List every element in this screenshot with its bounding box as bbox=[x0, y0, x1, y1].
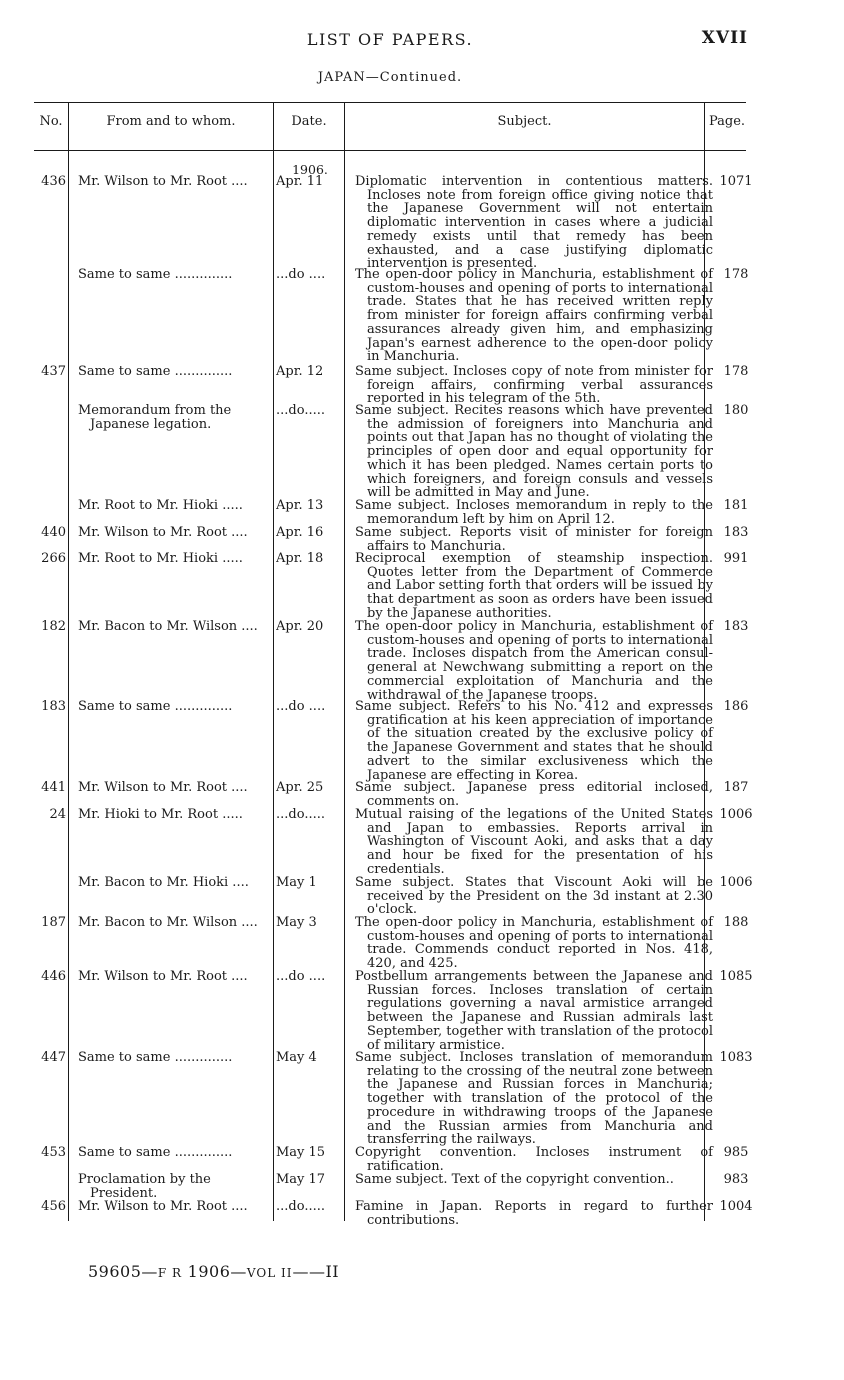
row-subject: Reciprocal exemption of steamship inspection. Quotes letter from the Department of Commerce and Labor setting forth that orders will be issued by that department as soon as orders have been issued by the Japanese authorities. bbox=[355, 551, 713, 621]
row-page: 188 bbox=[723, 915, 749, 930]
row-date: Apr. 20 bbox=[276, 620, 324, 634]
correspondent-text: Proclamation by the President. bbox=[78, 1173, 211, 1201]
correspondent-text: Mr. Wilson to Mr. Root .... bbox=[78, 781, 248, 795]
row-date: May 4 bbox=[276, 1051, 317, 1065]
correspondent-text: Mr. Bacon to Mr. Hioki .... bbox=[78, 876, 249, 890]
row-date: May 15 bbox=[276, 1146, 326, 1160]
row-subject: Diplomatic intervention in contentious matters. Incloses note from foreign office giving notice that the Japanese Government will not entertain diplomatic intervention in cases where a judicial remedy exists until that remedy has been exhausted, and a case justifying diplomatic intervention is presented. bbox=[355, 174, 713, 272]
row-correspondent bbox=[78, 526, 272, 540]
row-date: Apr. 13 bbox=[276, 499, 324, 513]
row-correspondent bbox=[78, 365, 272, 379]
row-page: 991 bbox=[723, 551, 749, 566]
row-subject: Copyright convention. Incloses instrument of ratification. bbox=[355, 1145, 713, 1174]
row-correspondent bbox=[78, 1051, 272, 1065]
correspondent-text: Mr. Bacon to Mr. Wilson .... bbox=[78, 620, 258, 634]
correspondent-text: Same to same .............. bbox=[78, 268, 233, 282]
row-page: 181 bbox=[723, 498, 749, 513]
column-header-page: Page. bbox=[708, 114, 746, 129]
row-page: 1006 bbox=[719, 807, 753, 822]
row-subject: Same subject. Reports visit of minister for foreign affairs to Manchuria. bbox=[355, 525, 713, 554]
correspondent-text: Same to same .............. bbox=[78, 365, 233, 379]
row-number: 453 bbox=[41, 1145, 66, 1160]
row-correspondent bbox=[78, 404, 272, 431]
row-page: 180 bbox=[723, 403, 749, 418]
row-page: 1004 bbox=[719, 1199, 753, 1214]
row-subject: Postbellum arrangements between the Japanese and Russian forces. Incloses translation of certain regulations governing a naval armistice arranged between the Japanese and Russian admirals last September, together with translation of the protocol of military armistice. bbox=[355, 969, 713, 1053]
column-header-date: Date. bbox=[291, 114, 327, 129]
row-date: Apr. 12 bbox=[276, 365, 324, 379]
row-number: 183 bbox=[41, 699, 66, 714]
correspondent-text: Mr. Wilson to Mr. Root .... bbox=[78, 1200, 248, 1214]
row-page: 1085 bbox=[719, 969, 753, 984]
row-date: Apr. 18 bbox=[276, 552, 324, 566]
row-page: 178 bbox=[723, 267, 749, 282]
row-date: Apr. 11 bbox=[276, 175, 324, 189]
row-number: 182 bbox=[41, 619, 66, 634]
page-title: LIST OF PAPERS. bbox=[306, 30, 474, 49]
row-date: Apr. 25 bbox=[276, 781, 324, 795]
row-correspondent bbox=[78, 1146, 272, 1160]
row-number: 24 bbox=[49, 807, 66, 822]
row-correspondent bbox=[78, 700, 272, 714]
row-page: 187 bbox=[723, 780, 749, 795]
row-page: 183 bbox=[723, 525, 749, 540]
row-subject: Same subject. Text of the copyright convention.. bbox=[355, 1172, 674, 1187]
row-date: Apr. 16 bbox=[276, 526, 324, 540]
row-page: 1071 bbox=[719, 174, 753, 189]
row-page: 1083 bbox=[719, 1050, 753, 1065]
row-number: 187 bbox=[41, 915, 66, 930]
column-divider bbox=[273, 103, 274, 1221]
year-label: 1906. bbox=[292, 162, 328, 177]
row-number: 266 bbox=[41, 551, 66, 566]
row-subject: Same subject. Japanese press editorial inclosed, comments on. bbox=[355, 780, 713, 809]
footer-signature: 59605—F R 1906—VOL II——II bbox=[88, 1262, 340, 1281]
row-subject: The open-door policy in Manchuria, establishment of custom-houses and opening of ports to international trade. Incloses dispatch from the American consul-general at Newchwang submitting a report on the commercial exploitation of Manchuria and the withdrawal of the Japanese troops. bbox=[355, 619, 713, 703]
row-date: ...do..... bbox=[276, 1200, 325, 1214]
row-date: May 1 bbox=[276, 876, 317, 890]
row-correspondent bbox=[78, 552, 272, 566]
row-date: ...do..... bbox=[276, 808, 325, 822]
row-subject: The open-door policy in Manchuria, establishment of custom-houses and opening of ports to international trade. States that he has received written reply from minister for foreign affairs confirming verbal assurances already given him, and emphasizing Japan's earnest adherence to the open-door policy in Manchuria. bbox=[355, 267, 713, 365]
row-correspondent bbox=[78, 1173, 272, 1200]
row-subject: Same subject. States that Viscount Aoki will be received by the President on the 3d instant at 2.30 o'clock. bbox=[355, 875, 713, 918]
row-subject: Same subject. Incloses copy of note from minister for foreign affairs, confirming verbal assurances reported in his telegram of the 5th. bbox=[355, 364, 713, 407]
correspondent-text: Mr. Wilson to Mr. Root .... bbox=[78, 175, 248, 189]
correspondent-text: Mr. Bacon to Mr. Wilson .... bbox=[78, 916, 258, 930]
row-subject: Famine in Japan. Reports in regard to further contributions. bbox=[355, 1199, 713, 1228]
correspondent-text: Mr. Root to Mr. Hioki ..... bbox=[78, 499, 243, 513]
column-header-from: From and to whom. bbox=[106, 114, 236, 129]
correspondent-text: Mr. Wilson to Mr. Root .... bbox=[78, 970, 248, 984]
row-number: 447 bbox=[41, 1050, 66, 1065]
row-subject: The open-door policy in Manchuria, establishment of custom-houses and opening of ports to international trade. Commends conduct reported in Nos. 418, 420, and 425. bbox=[355, 915, 713, 972]
correspondent-text: Same to same .............. bbox=[78, 1051, 233, 1065]
row-date: ...do .... bbox=[276, 700, 326, 714]
row-page: 186 bbox=[723, 699, 749, 714]
row-correspondent bbox=[78, 499, 272, 513]
row-subject: Same subject. Incloses memorandum in reply to the memorandum left by him on April 12. bbox=[355, 498, 713, 527]
row-correspondent bbox=[78, 1200, 272, 1214]
column-divider bbox=[68, 103, 69, 1221]
correspondent-text: Memorandum from the Japanese legation. bbox=[78, 404, 232, 432]
row-correspondent bbox=[78, 876, 272, 890]
row-correspondent bbox=[78, 970, 272, 984]
row-number: 446 bbox=[41, 969, 66, 984]
row-number: 441 bbox=[41, 780, 66, 795]
correspondent-text: Same to same .............. bbox=[78, 1146, 233, 1160]
row-page: 183 bbox=[723, 619, 749, 634]
row-correspondent bbox=[78, 620, 272, 634]
row-page: 983 bbox=[723, 1172, 749, 1187]
row-page: 178 bbox=[723, 364, 749, 379]
row-subject: Same subject. Refers to his No. 412 and expresses gratification at his keen appreciation of importance of the situation created by the exclusive policy of the Japanese Government and states that he should advert to the similar exclusiveness which the Japanese are effecting in Korea. bbox=[355, 699, 713, 783]
table-header-rule bbox=[34, 150, 746, 151]
row-subject: Same subject. Incloses translation of memorandum relating to the crossing of the neutral zone between the Japanese and Russian forces in Manchuria; together with translation of the protocol of the procedure in withdrawing troops of the Japanese and the Russian armies from Manchuria and transferring the railways. bbox=[355, 1050, 713, 1148]
column-divider bbox=[344, 103, 345, 1221]
row-number: 436 bbox=[41, 174, 66, 189]
correspondent-text: Mr. Root to Mr. Hioki ..... bbox=[78, 552, 243, 566]
correspondent-text: Same to same .............. bbox=[78, 700, 233, 714]
row-date: ...do .... bbox=[276, 970, 326, 984]
row-number: 440 bbox=[41, 525, 66, 540]
row-correspondent bbox=[78, 175, 272, 189]
table-top-rule bbox=[34, 102, 746, 103]
row-date: May 17 bbox=[276, 1173, 326, 1187]
row-correspondent bbox=[78, 916, 272, 930]
correspondent-text: Mr. Hioki to Mr. Root ..... bbox=[78, 808, 243, 822]
row-subject: Mutual raising of the legations of the United States and Japan to embassies. Reports arrival in Washington of Viscount Aoki, and asks that a day and hour be fixed for the presentation of his credentials. bbox=[355, 807, 713, 877]
row-date: ...do..... bbox=[276, 404, 325, 418]
row-correspondent bbox=[78, 268, 272, 282]
column-header-subject: Subject. bbox=[497, 114, 552, 129]
column-header-no: No. bbox=[39, 114, 63, 129]
row-correspondent bbox=[78, 808, 272, 822]
row-page: 985 bbox=[723, 1145, 749, 1160]
row-date: May 3 bbox=[276, 916, 317, 930]
section-heading: JAPAN—Continued. bbox=[317, 70, 463, 85]
row-number: 437 bbox=[41, 364, 66, 379]
row-subject: Same subject. Recites reasons which have prevented the admission of foreigners into Manchuria and points out that Japan has no thought of violating the principles of open door and equal opportunity for which it has been pledged. Names certain ports to which foreigners, and foreign consuls and vessels will be admitted in May and June. bbox=[355, 403, 713, 501]
correspondent-text: Mr. Wilson to Mr. Root .... bbox=[78, 526, 248, 540]
page-number: XVII bbox=[701, 28, 748, 48]
row-date: ...do .... bbox=[276, 268, 326, 282]
row-correspondent bbox=[78, 781, 272, 795]
row-number: 456 bbox=[41, 1199, 66, 1214]
row-page: 1006 bbox=[719, 875, 753, 890]
